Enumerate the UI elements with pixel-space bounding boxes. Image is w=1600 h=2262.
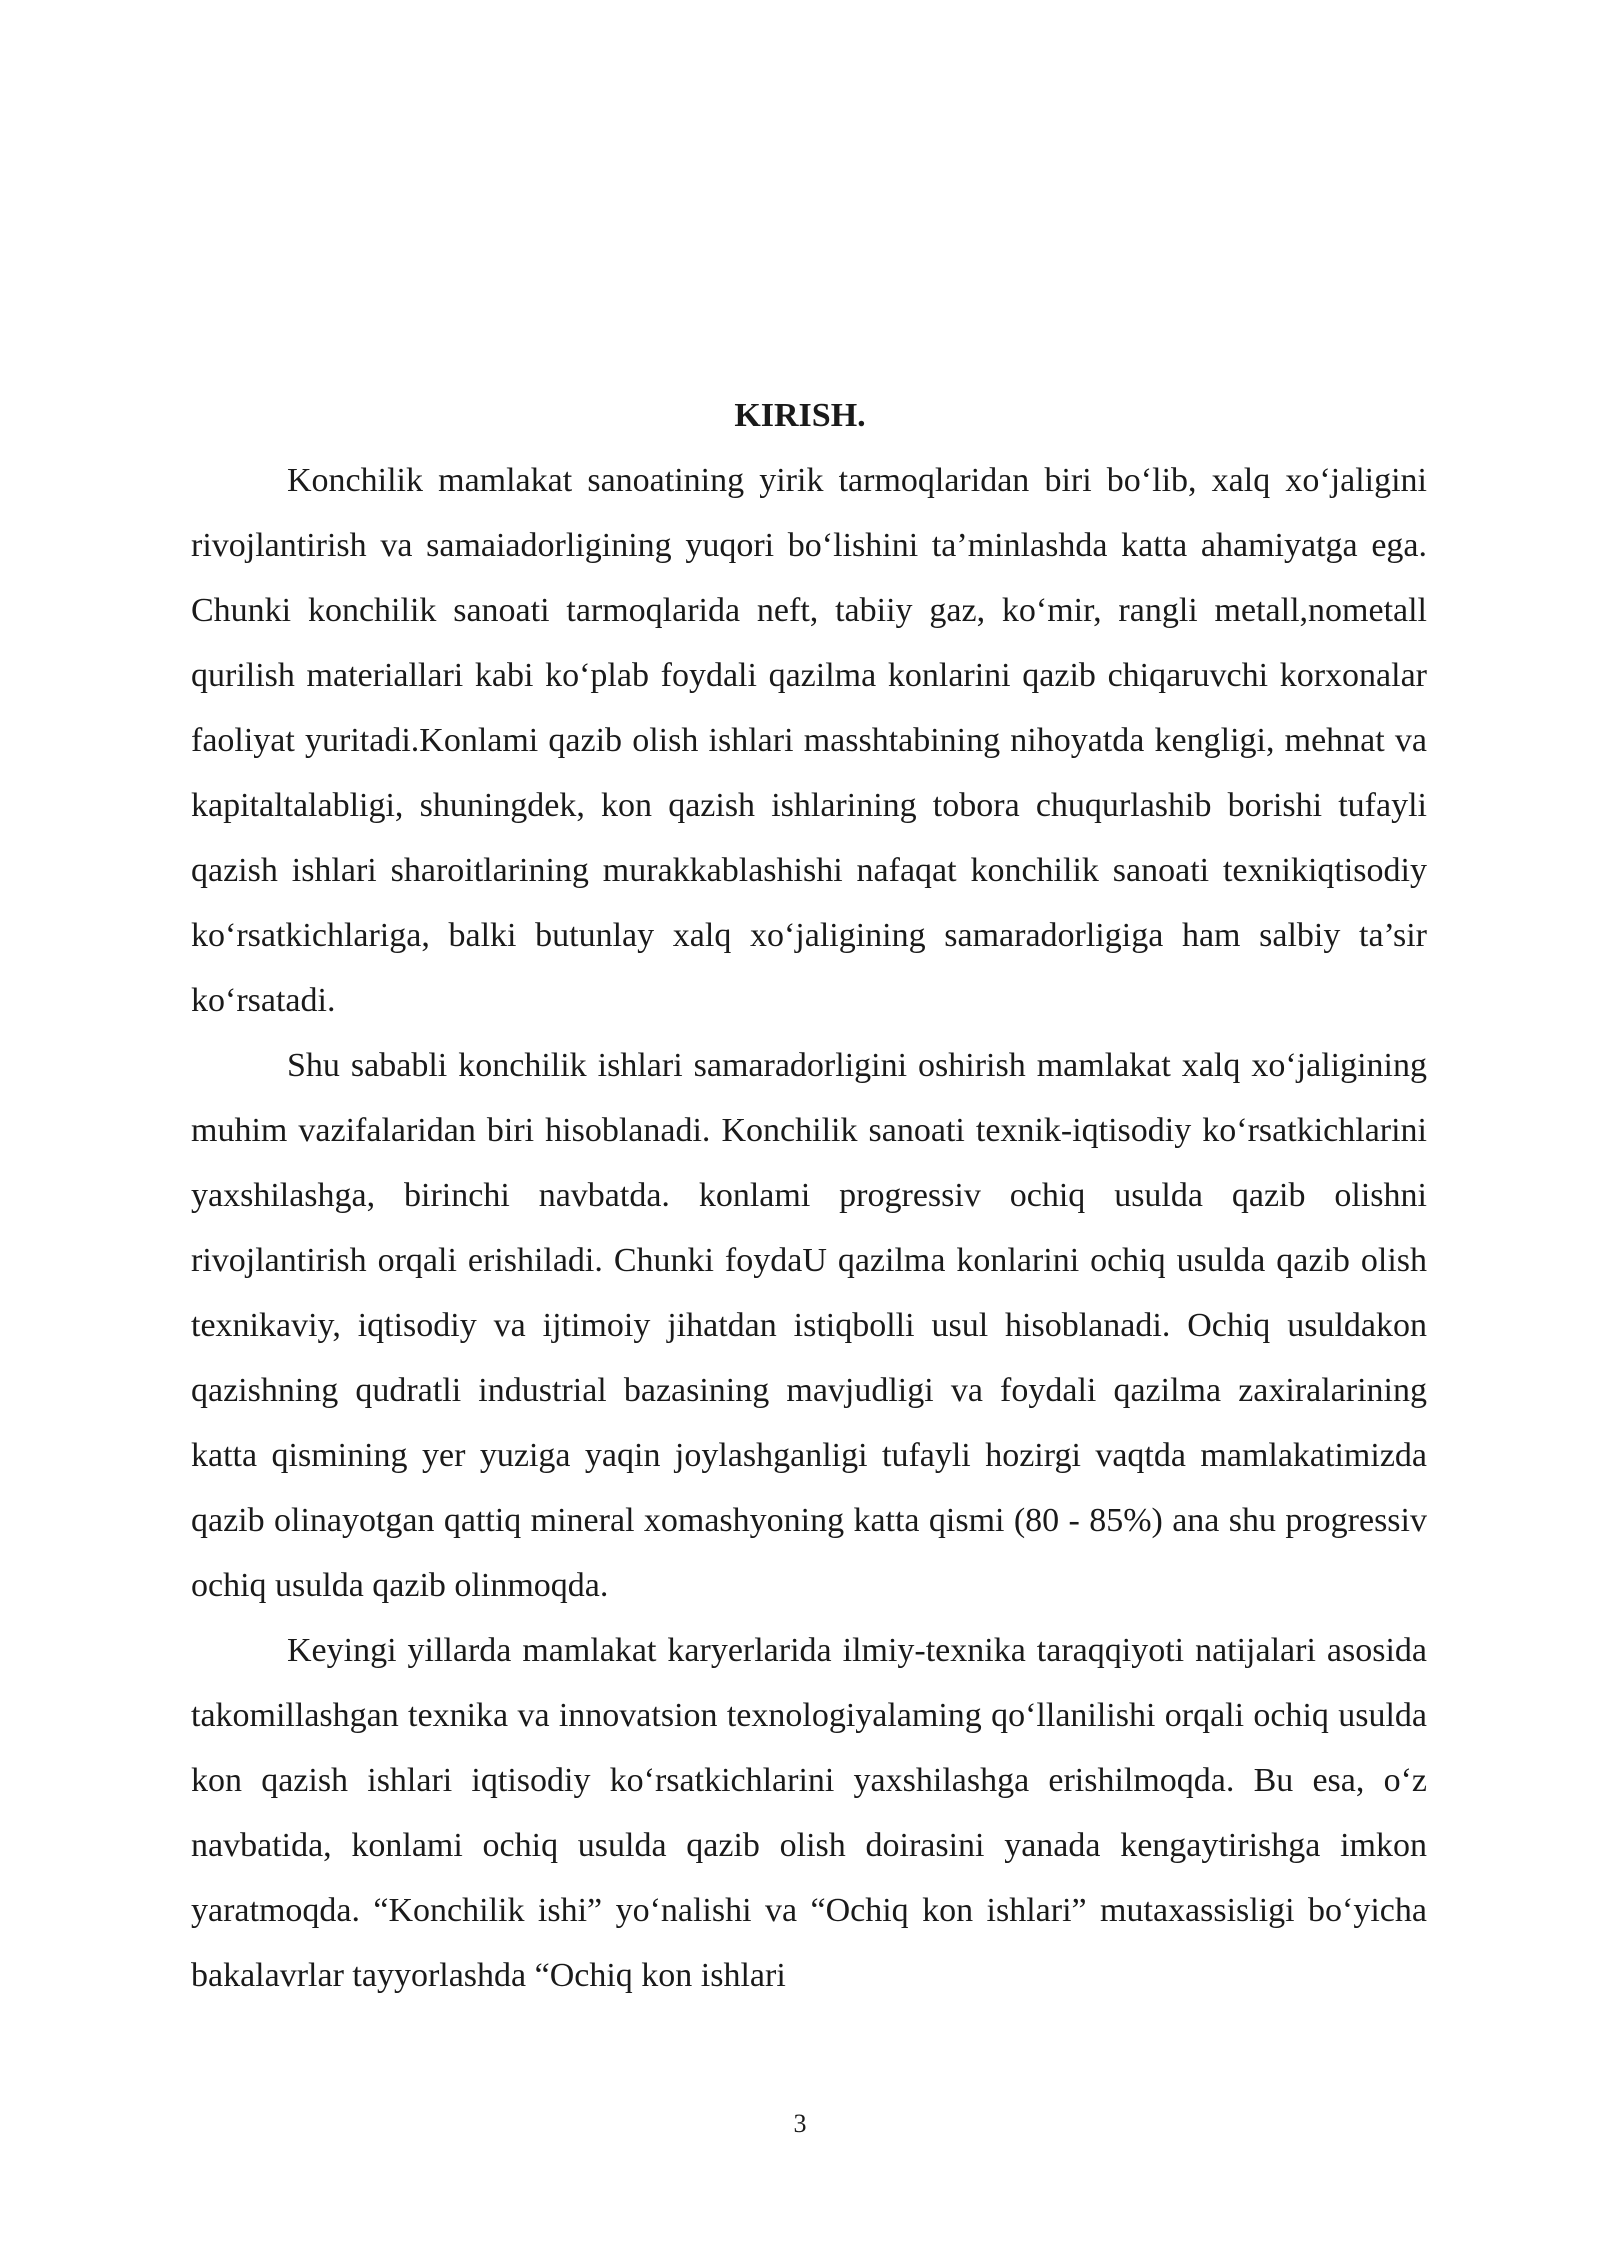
- body-text: [191, 448, 1427, 2008]
- paragraph-2: Shu sababli konchilik ishlari samaradorligini oshirish mamlakat xalq xo‘jaligining muhim vazifalaridan biri hisoblanadi. Konchilik sanoati texnik-iqtisodiy ko‘rsatkichlarini yaxshilashga, birinchi navbatda. konlami progressiv ochiq usulda qazib olishni rivojlantirish orqali erishiladi. Chunki foydaU qazilma konlarini ochiq usulda qazib olish texnikaviy, iqtisodiy va ijtimoiy jihatdan istiqbolli usul hisoblanadi. Ochiq usuldakon qazishning qudratli industrial bazasining mavjudligi va foydali qazilma zaxiralarining katta qismining yer yuziga yaqin joylashganligi tufayli hozirgi vaqtda mamlakatimizda qazib olinayotgan qattiq mineral xomashyoning katta qismi (80 - 85%) ana shu progressiv ochiq usulda qazib olinmoqda.: [191, 1047, 1427, 1604]
- paragraph-1: Konchilik mamlakat sanoatining yirik tarmoqlaridan biri bo‘lib, xalq xo‘jaligini rivojlantirish va samaiadorligining yuqori bo‘lishini ta’minlashda katta ahamiyatga ega. Chunki konchilik sanoati tarmoqlarida neft, tabiiy gaz, ko‘mir, rangli metall,nometall qurilish materiallari kabi ko‘plab foydali qazilma konlarini qazib chiqaruvchi korxonalar faoliyat yuritadi.Konlami qazib olish ishlari masshtabining nihoyatda kengligi, mehnat va kapitaltalabligi, shuningdek, kon qazish ishlarining tobora chuqurlashib borishi tufayli qazish ishlari sharoitlarining murakkablashishi nafaqat konchilik sanoati texnikiqtisodiy ko‘rsatkichlariga, balki butunlay xalq xo‘jaligining samaradorligiga ham salbiy ta’sir ko‘rsatadi.: [191, 462, 1427, 1019]
- page-number: 3: [793, 2109, 807, 2138]
- paragraph-3: Keyingi yillarda mamlakat karyerlarida ilmiy-texnika taraqqiyoti natijalari asosida takomillashgan texnika va innovatsion texnologiyalaming qo‘llanilishi orqali ochiq usulda kon qazish ishlari iqtisodiy ko‘rsatkichlarini yaxshilashga erishilmoqda. Bu esa, o‘z navbatida, konlami ochiq usulda qazib olish doirasini yanada kengaytirishga imkon yaratmoqda. “Konchilik ishi” yo‘nalishi va “Ochiq kon ishlari” mutaxassisligi bo‘yicha bakalavrlar tayyorlashda “Ochiq kon ishlari: [191, 1632, 1427, 1994]
- page-title: KIRISH.: [734, 397, 866, 434]
